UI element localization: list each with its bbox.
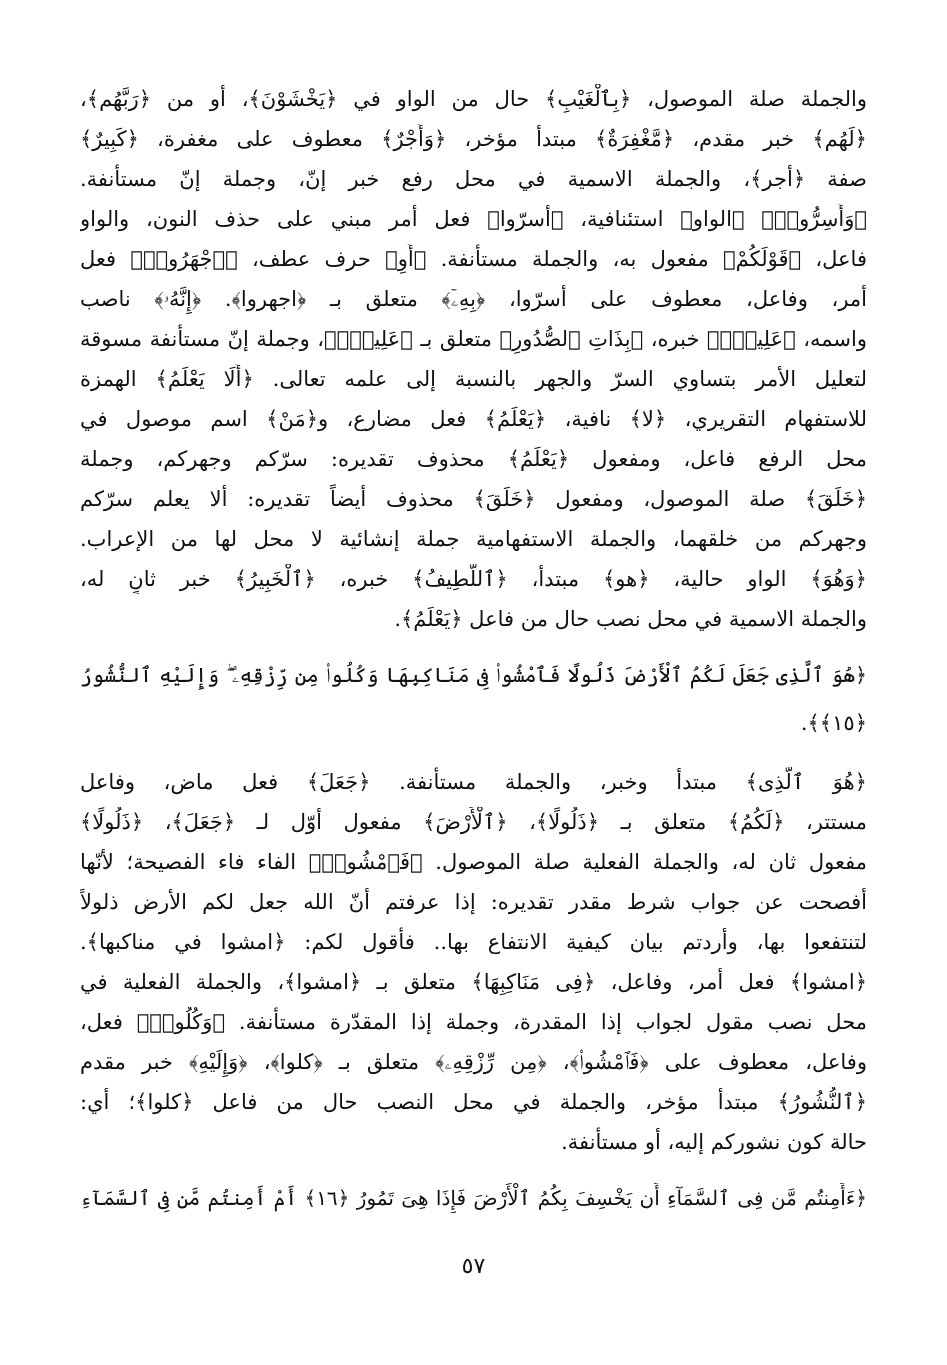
- text-line: لتعليل الأمر بتساوي السرّ والجهر بالنسبة إلى علمه تعالى. ﴿أَلَا يَعْلَمُ﴾ الهمزة: [80, 367, 867, 391]
- text-line: وفاعل، معطوف على ﴿فَٱمْشُوا۟﴾، ﴿مِن رِّزْقِهِۦ﴾ متعلق بـ ﴿كلوا﴾، ﴿وَإِلَيْهِ﴾ خبر مقدم: [80, 1050, 867, 1074]
- text-line: محل نصب مقول لجواب إذا المقدرة، وجملة إذا المقدّرة مستأنفة. ﴿وَكُلُوا۟﴾ فعل،: [80, 1010, 867, 1034]
- text-line: والجملة الاسمية في محل نصب حال من فاعل ﴿يَعْلَمُ﴾.: [394, 607, 867, 631]
- text-line: وجهركم من خلقهما، والجملة الاستفهامية جملة إنشائية لا محل لها من الإعراب.: [80, 527, 867, 551]
- text-line: للاستفهام التقريري، ﴿لا﴾ نافية، ﴿يَعْلَمُ﴾ فعل مضارع، و﴿مَنْ﴾ اسم موصول في: [80, 407, 867, 431]
- text-line: حالة كون نشوركم إليه، أو مستأنفة.: [561, 1130, 867, 1154]
- text-line: ﴿لَهُم﴾ خبر مقدم، ﴿مَّغْفِرَةٌ﴾ مبتدأ مؤخر، ﴿وَأَجْرٌ﴾ معطوف على مغفرة، ﴿كَبِيرٌ﴾: [80, 127, 867, 151]
- text-line: لتنتفعوا بها، وأردتم بيان كيفية الانتفاع بها.. فأقول لكم: ﴿امشوا في مناكبها﴾.: [80, 930, 867, 954]
- quran-verse-line: ﴿١٥﴾﴾.: [800, 711, 867, 735]
- text-line: أمر، وفاعل، معطوف على أسرّوا، ﴿بِهِۦٓ﴾ متعلق بـ ﴿اجهروا﴾. ﴿إِنَّهُۥ﴾ ناصب: [80, 287, 867, 311]
- text-line: ﴿امشوا﴾ فعل أمر، وفاعل، ﴿فِى مَنَاكِبِهَا﴾ متعلق بـ ﴿امشوا﴾، والجملة الفعلية في: [80, 970, 867, 994]
- text-line: واسمه، ﴿عَلِيمٌۢ﴾ خبره، ﴿بِذَاتِ ٱلصُّدُورِ﴾ متعلق بـ ﴿عَلِيمٌۢ﴾، وجملة إنّ مستأنفة مسوقة: [80, 327, 867, 351]
- text-line: محل الرفع فاعل، ومفعول ﴿يَعْلَمُ﴾ محذوف تقديره: سرّكم وجهركم، وجملة: [80, 447, 867, 471]
- text-line: مستتر، ﴿لَكُمُ﴾ متعلق بـ ﴿ذَلُولًا﴾، ﴿ٱلْأَرْضَ﴾ مفعول أوّل لـ ﴿جَعَلَ﴾، ﴿ذَلُولًا﴾: [80, 810, 867, 834]
- text-line: ﴿وَأَسِرُّوا۟﴾ ﴿الواو﴾ استئنافية، ﴿أسرّوا﴾ فعل أمر مبني على حذف النون، والواو: [80, 207, 867, 231]
- text-line: ﴿هُوَ ٱلَّذِى﴾ مبتدأ وخبر، والجملة مستأنفة. ﴿جَعَلَ﴾ فعل ماض، وفاعل: [80, 770, 867, 794]
- quran-verse-line: ﴿هُوَ ٱلَّذِى جَعَلَ لَكُمُ ٱلْأَرْضَ ذَلُولًا فَٱمْشُوا۟ فِى مَنَاكِبِهَا وَكُلُوا۟ مِن رِّزْقِهِۦ ۖ وَإِلَيْهِ ٱلنُّشُورُ: [80, 663, 867, 687]
- text-line: ﴿ٱلنُّشُورُ﴾ مبتدأ مؤخر، والجملة في محل النصب حال من فاعل ﴿كلوا﴾؛ أي:: [80, 1090, 867, 1114]
- text-line: فاعل، ﴿قَوْلَكُمْ﴾ مفعول به، والجملة مستأنفة. ﴿أَوِ﴾ حرف عطف، ﴿ٱجْهَرُوا۟﴾ فعل: [80, 247, 867, 271]
- text-line: صفة ﴿أجر﴾، والجملة الاسمية في محل رفع خبر إنّ، وجملة إنّ مستأنفة.: [80, 167, 867, 191]
- page-number: ٥٧: [461, 1254, 486, 1279]
- text-line: والجملة صلة الموصول، ﴿بِٱلْغَيْبِ﴾ حال من الواو في ﴿يَخْشَوْنَ﴾، أو من ﴿رَبَّهُم﴾،: [80, 87, 867, 111]
- text-line: أفصحت عن جواب شرط مقدر تقديره: إذا عرفتم أنّ الله جعل لكم الأرض ذلولاً: [80, 890, 867, 914]
- text-line: ﴿خَلَقَ﴾ صلة الموصول، ومفعول ﴿خَلَقَ﴾ محذوف أيضاً تقديره: ألا يعلم سرّكم: [80, 487, 867, 511]
- text-line: ﴿وَهُوَ﴾ الواو حالية، ﴿هو﴾ مبتدأ، ﴿ٱللَّطِيفُ﴾ خبره، ﴿ٱلْخَبِيرُ﴾ خبر ثانٍ له،: [80, 567, 867, 591]
- quran-verse-line: ﴿ءَأَمِنتُم مَّن فِى ٱلسَّمَآءِ أَن يَخْسِفَ بِكُمُ ٱلْأَرْضَ فَإِذَا هِىَ تَمُورُ ﴿١٦﴾ أَمْ أَمِنتُم مَّن فِى ٱلسَّمَآءِ: [80, 1186, 867, 1210]
- text-line: مفعول ثان له، والجملة الفعلية صلة الموصول. ﴿فَٱمْشُوا۟﴾ الفاء فاء الفصيحة؛ لأنّها: [80, 850, 867, 874]
